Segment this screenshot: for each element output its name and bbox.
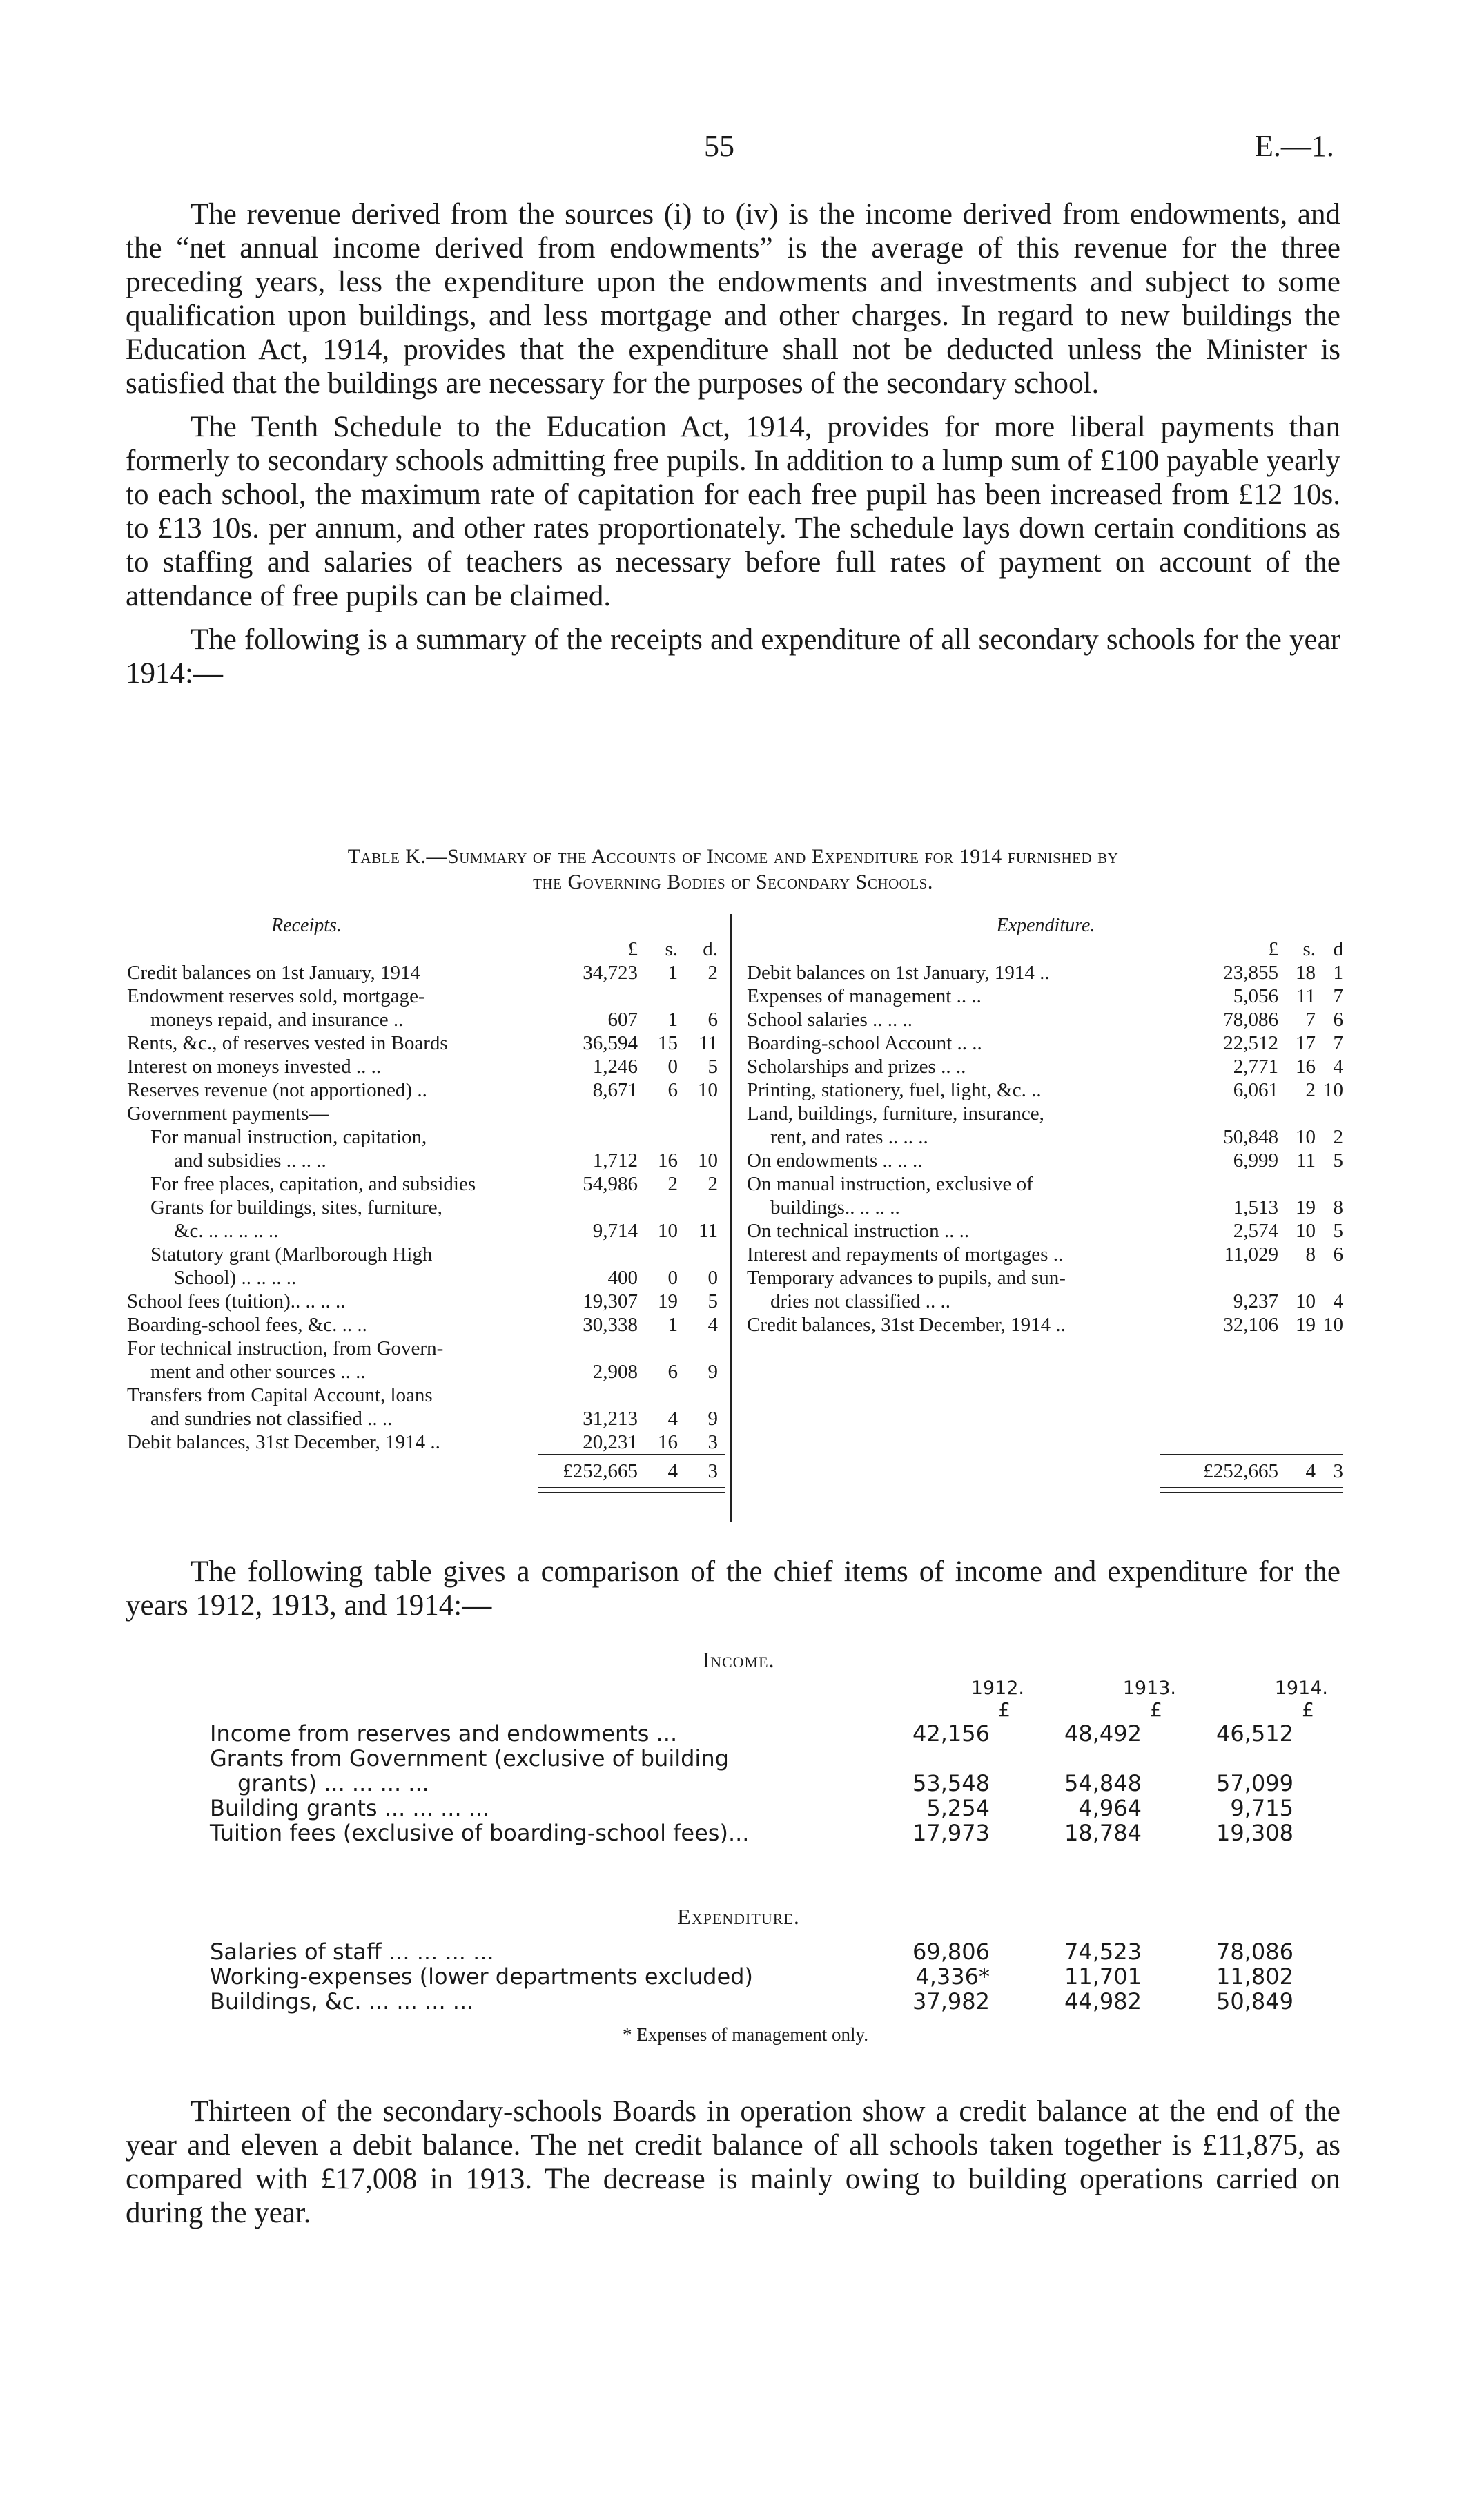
income-row: [210, 1795, 1293, 1821]
expenditure-row: [747, 1172, 1345, 1196]
expenditure-column: [747, 914, 1345, 1337]
receipt-pounds: 2,908: [592, 1361, 638, 1383]
receipts-heading: Receipts.: [271, 915, 342, 936]
receipt-label: For manual instruction, capitation,: [150, 1126, 427, 1148]
receipts-double-rule-1: [538, 1487, 725, 1488]
expenditure-heading: Expenditure.: [996, 915, 1095, 936]
expenditure-label: buildings.. .. .. ..: [770, 1196, 900, 1219]
receipts-rows: [127, 961, 725, 1454]
paragraph-credit-balance: Thirteen of the secondary-schools Boards in operation show a credit balance at the end of the year and eleven a debit balance. The net credit balance of all schools taken together is £11,875, as compared with £17,008 in 1913. The decrease is mainly owing to building operations carried on during the year.: [126, 2095, 1340, 2229]
receipt-label: Transfers from Capital Account, loans: [127, 1384, 433, 1406]
comparison-intro: [126, 1555, 1340, 1622]
expenditure-pence: 10: [1323, 1079, 1343, 1101]
receipt-label: Grants for buildings, sites, furniture,: [150, 1196, 442, 1219]
expenditure-pence: 7: [1333, 985, 1343, 1007]
receipt-pounds: 8,671: [592, 1079, 638, 1101]
expenditure-label: Land, buildings, furniture, insurance,: [747, 1103, 1044, 1125]
expenditure-row: [747, 1125, 1345, 1149]
expenditure-pence: 8: [1333, 1196, 1343, 1219]
income-label: Tuition fees (exclusive of boarding-school fees)...: [210, 1820, 750, 1846]
receipt-pounds: 20,231: [583, 1431, 638, 1453]
expenditure-shillings: 17: [1296, 1032, 1316, 1054]
expenditure-label: Credit balances, 31st December, 1914 ..: [747, 1314, 1066, 1336]
receipt-pounds: 9,714: [592, 1220, 638, 1242]
receipts-currency-header: [127, 938, 725, 961]
receipt-pounds: 34,723: [583, 962, 638, 984]
income-label: Income from reserves and endowments ...: [210, 1720, 678, 1747]
receipt-pence: 2: [707, 1173, 718, 1195]
receipt-shillings: 6: [667, 1361, 678, 1383]
receipt-label: and subsidies .. .. ..: [174, 1149, 326, 1172]
expenditure-pence: 10: [1323, 1314, 1343, 1336]
expenditure-shillings: 11: [1296, 985, 1316, 1007]
comparison-expenditure-row: [210, 1939, 1293, 1965]
receipt-row: [127, 1407, 725, 1430]
receipt-label: Interest on moneys invested .. ..: [127, 1056, 382, 1078]
expenditure-pence: 4: [1333, 1056, 1343, 1078]
expenditure-pence: 6: [1333, 1243, 1343, 1265]
receipt-pounds: 30,338: [583, 1314, 638, 1336]
expenditure-pence: 5: [1333, 1220, 1343, 1242]
comparison-table: [210, 1678, 1328, 1846]
receipt-row: [127, 1384, 725, 1407]
expenditure-shillings: 10: [1296, 1126, 1316, 1148]
year-1914: 1914.: [1274, 1678, 1328, 1699]
receipt-label: Credit balances on 1st January, 1914: [127, 962, 420, 984]
comparison-expenditure-value: 69,806: [912, 1939, 990, 1965]
paragraph-tenth-schedule: The Tenth Schedule to the Education Act, 1914, provides for more liberal payments than formerly to secondary schools admitting free pupils. In addition to a lump sum of £100 payable yearly to each school, the maximum rate of capitation for each free pupil has been increased from £12 10s. to £13 10s. per annum, and other rates proportionately. The schedule lays down certain conditions as to staffing and salaries of teachers as necessary before full rates of payment on account of the attendance of free pupils can be claimed.: [126, 411, 1340, 612]
receipts-double-rule-2: [538, 1492, 725, 1493]
receipts-total-pence: 3: [707, 1460, 718, 1482]
paragraph-revenue: The revenue derived from the sources (i) to (iv) is the income derived from endowments, and the “net annual income derived from endowments” is the average of this revenue for the three preceding years, less the expenditure upon the endowments and investments and subject to some qualification upon buildings, and less mortgage and other charges. In regard to new buildings the Education Act, 1914, provides that the expenditure shall not be deducted unless the Minister is satisfied that the buildings are necessary for the purposes of the secondary school.: [126, 198, 1340, 400]
expenditure-pence: 6: [1333, 1009, 1343, 1031]
expenditure-row: [747, 984, 1345, 1008]
receipts-total: [127, 1459, 725, 1483]
expenditure-pounds: 22,512: [1223, 1032, 1278, 1054]
receipt-shillings: 16: [658, 1149, 678, 1172]
expenditure-label: School salaries .. .. ..: [747, 1009, 913, 1031]
expenditure-shillings: 7: [1305, 1009, 1316, 1031]
receipt-row: [127, 1360, 725, 1384]
receipt-pence: 3: [707, 1431, 718, 1453]
expenditure-label: Temporary advances to pupils, and sun-: [747, 1267, 1066, 1289]
receipt-row: [127, 1125, 725, 1149]
expenditure-pence: 4: [1333, 1290, 1343, 1312]
expenditure-currency-header: [747, 938, 1345, 961]
comparison-expenditure-row: [210, 1963, 1293, 1990]
comparison-expenditure-value: 11,802: [1216, 1963, 1293, 1990]
receipt-pence: 10: [698, 1079, 718, 1101]
pound-header: £: [627, 938, 638, 960]
shillings-header: s.: [1302, 938, 1316, 960]
receipt-label: Statutory grant (Marlborough High: [150, 1243, 433, 1265]
receipt-pence: 9: [707, 1408, 718, 1430]
receipt-pence: 4: [707, 1314, 718, 1336]
receipt-row: [127, 1290, 725, 1313]
receipt-pence: 0: [707, 1267, 718, 1289]
receipt-row: [127, 984, 725, 1008]
receipts-column: [127, 914, 725, 1454]
unit-1914: £: [1302, 1698, 1314, 1721]
expenditure-shillings: 2: [1305, 1079, 1316, 1101]
income-row: [210, 1770, 1293, 1796]
expenditure-shillings: 10: [1296, 1220, 1316, 1242]
expenditure-shillings: 8: [1305, 1243, 1316, 1265]
pence-header: d: [1333, 938, 1343, 960]
expenditure-pounds: 23,855: [1223, 962, 1278, 984]
receipt-row: [127, 1031, 725, 1055]
expenditure-pounds: 6,061: [1233, 1079, 1278, 1101]
receipt-label: Debit balances, 31st December, 1914 ..: [127, 1431, 440, 1453]
unit-1913: £: [1150, 1698, 1162, 1721]
income-value: 46,512: [1216, 1720, 1293, 1747]
receipt-row: [127, 1313, 725, 1337]
receipt-row: [127, 1078, 725, 1102]
expenditure-label: Boarding-school Account .. ..: [747, 1032, 982, 1054]
table-k-title-line1: Table K.—Summary of the Accounts of Income and Expenditure for 1914 furnished by: [347, 845, 1119, 868]
expenditure-row: [747, 1266, 1345, 1290]
year-1913: 1913.: [1122, 1678, 1176, 1699]
comparison-expenditure-value: 74,523: [1064, 1939, 1142, 1965]
receipt-label: Government payments—: [127, 1103, 329, 1125]
receipt-label: ment and other sources .. ..: [150, 1361, 366, 1383]
receipt-pounds: 54,986: [583, 1173, 638, 1195]
receipt-shillings: 6: [667, 1079, 678, 1101]
expenditure-double-rule-2: [1160, 1492, 1343, 1493]
comparison-expenditure-value: 11,701: [1064, 1963, 1142, 1990]
expenditure-total: [747, 1459, 1345, 1483]
receipt-label: School) .. .. .. ..: [174, 1267, 297, 1289]
expenditure-shillings: 19: [1296, 1314, 1316, 1336]
expenditure-pounds: 9,237: [1233, 1290, 1278, 1312]
comparison-expenditure-rows: [210, 1939, 1293, 2015]
pound-header: £: [1268, 938, 1278, 960]
expenditure-total-rule: [1160, 1454, 1343, 1455]
expenditure-pounds: 2,574: [1233, 1220, 1278, 1242]
expenditure-total-pounds: £252,665: [1203, 1460, 1278, 1482]
pence-header: d.: [703, 938, 718, 960]
receipt-pounds: 400: [607, 1267, 638, 1289]
receipt-pounds: 607: [607, 1009, 638, 1031]
receipt-shillings: 10: [658, 1220, 678, 1242]
expenditure-shillings: 10: [1296, 1290, 1316, 1312]
receipt-pounds: 1,246: [592, 1056, 638, 1078]
comparison-expenditure-table: [210, 1939, 1293, 2015]
receipt-pence: 10: [698, 1149, 718, 1172]
expenditure-section-heading: Expenditure.: [677, 1904, 800, 1929]
column-divider: [730, 914, 732, 1522]
expenditure-label: On manual instruction, exclusive of: [747, 1173, 1033, 1195]
year-header-row: [210, 1678, 1328, 1699]
expenditure-pounds: 50,848: [1223, 1126, 1278, 1148]
closing-text: [126, 2095, 1340, 2230]
expenditure-row: [747, 1219, 1345, 1243]
expenditure-row: [747, 1102, 1345, 1125]
comparison-expenditure-value: 4,336*: [915, 1963, 990, 1990]
expenditure-label: On technical instruction .. ..: [747, 1220, 970, 1242]
comparison-expenditure-label: Working-expenses (lower departments excluded): [210, 1963, 753, 1990]
receipt-pence: 5: [707, 1056, 718, 1078]
expenditure-shillings: 19: [1296, 1196, 1316, 1219]
receipt-label: &c. .. .. .. .. ..: [174, 1220, 279, 1242]
receipt-pounds: 19,307: [583, 1290, 638, 1312]
document-reference: E.—1.: [1255, 129, 1334, 163]
expenditure-label: rent, and rates .. .. ..: [770, 1126, 928, 1148]
receipt-row: [127, 1102, 725, 1125]
receipt-pence: 2: [707, 962, 718, 984]
table-k-title: [124, 844, 1342, 895]
receipt-shillings: 19: [658, 1290, 678, 1312]
receipt-row: [127, 1266, 725, 1290]
receipt-shillings: 0: [667, 1056, 678, 1078]
expenditure-row: [747, 1196, 1345, 1219]
receipt-label: Boarding-school fees, &c. .. ..: [127, 1314, 367, 1336]
expenditure-pounds: 5,056: [1233, 985, 1278, 1007]
income-row: [210, 1745, 1259, 1770]
income-rows: [210, 1720, 1293, 1846]
page-number: 55: [704, 129, 734, 163]
expenditure-row: [747, 1008, 1345, 1031]
income-value: 53,548: [912, 1770, 990, 1796]
receipt-label: Reserves revenue (not apportioned) ..: [127, 1079, 427, 1101]
income-value: 9,715: [1230, 1795, 1293, 1821]
expenditure-label: Printing, stationery, fuel, light, &c. ..: [747, 1079, 1042, 1101]
paragraph-summary-intro: The following is a summary of the receipts and expenditure of all secondary schools for the year 1914:—: [126, 623, 1340, 690]
receipt-shillings: 1: [667, 962, 678, 984]
expenditure-pounds: 2,771: [1233, 1056, 1278, 1078]
year-1912: 1912.: [970, 1678, 1024, 1699]
income-value: 19,308: [1216, 1820, 1293, 1846]
expenditure-rows: [747, 961, 1345, 1337]
receipt-shillings: 15: [658, 1032, 678, 1054]
income-heading: Income.: [702, 1647, 775, 1672]
comparison-expenditure-value: 78,086: [1216, 1939, 1293, 1965]
expenditure-shillings: 16: [1296, 1056, 1316, 1078]
income-value: 57,099: [1216, 1770, 1293, 1796]
receipt-label: For technical instruction, from Govern-: [127, 1337, 444, 1359]
expenditure-double-rule-1: [1160, 1487, 1343, 1488]
income-value: 17,973: [912, 1820, 990, 1846]
receipt-pounds: 36,594: [583, 1032, 638, 1054]
expenditure-row: [747, 1313, 1345, 1337]
receipt-label: moneys repaid, and insurance ..: [150, 1009, 404, 1031]
income-value: 42,156: [912, 1720, 990, 1747]
expenditure-shillings: 18: [1296, 962, 1316, 984]
income-label: Building grants ... ... ... ...: [210, 1795, 490, 1821]
receipt-shillings: 4: [667, 1408, 678, 1430]
expenditure-pence: 2: [1333, 1126, 1343, 1148]
expenditure-label: Interest and repayments of mortgages ..: [747, 1243, 1064, 1265]
income-value: 48,492: [1064, 1720, 1142, 1747]
receipt-label: School fees (tuition).. .. .. ..: [127, 1290, 346, 1312]
comparison-expenditure-value: 50,849: [1216, 1988, 1293, 2015]
comparison-intro-text: The following table gives a comparison of the chief items of income and expenditure for the years 1912, 1913, and 1914:—: [126, 1555, 1340, 1622]
expenditure-row: [747, 1290, 1345, 1313]
receipt-shillings: 1: [667, 1314, 678, 1336]
receipt-row: [127, 1149, 725, 1172]
receipt-shillings: 1: [667, 1009, 678, 1031]
receipt-row: [127, 1243, 725, 1266]
receipt-row: [127, 1055, 725, 1078]
receipt-pence: 5: [707, 1290, 718, 1312]
expenditure-row: [747, 1078, 1345, 1102]
receipt-label: For free places, capitation, and subsidies: [150, 1173, 476, 1195]
expenditure-total-shillings: 4: [1305, 1460, 1316, 1482]
receipt-shillings: 2: [667, 1173, 678, 1195]
expenditure-row: [747, 1149, 1345, 1172]
expenditure-total-pence: 3: [1333, 1460, 1343, 1482]
comparison-expenditure-value: 37,982: [912, 1988, 990, 2015]
receipt-pence: 9: [707, 1361, 718, 1383]
income-value: 54,848: [1064, 1770, 1142, 1796]
comparison-expenditure-row: [210, 1988, 1293, 2015]
expenditure-row: [747, 1055, 1345, 1078]
receipts-total-shillings: 4: [667, 1460, 678, 1482]
receipt-pence: 6: [707, 1009, 718, 1031]
receipt-row: [127, 1196, 725, 1219]
receipt-pence: 11: [699, 1220, 718, 1242]
expenditure-label: Debit balances on 1st January, 1914 ..: [747, 962, 1050, 984]
table-k-title-line2: the Governing Bodies of Secondary Schools.: [533, 871, 933, 893]
intro-text: [126, 197, 1340, 690]
unit-row: [210, 1698, 1314, 1721]
income-row: [210, 1720, 1293, 1747]
income-label: Grants from Government (exclusive of building: [210, 1745, 729, 1771]
income-row: [210, 1820, 1293, 1846]
expenditure-pounds: 6,999: [1233, 1149, 1278, 1172]
income-label: grants) ... ... ... ...: [237, 1770, 429, 1796]
expenditure-pounds: 78,086: [1223, 1009, 1278, 1031]
expenditure-pence: 5: [1333, 1149, 1343, 1172]
receipt-shillings: 16: [658, 1431, 678, 1453]
receipts-total-rule: [538, 1454, 725, 1455]
receipt-row: [127, 1219, 725, 1243]
receipt-row: [127, 1337, 725, 1360]
receipt-row: [127, 961, 725, 984]
expenditure-row: [747, 1243, 1345, 1266]
receipt-label: and sundries not classified .. ..: [150, 1408, 393, 1430]
receipt-shillings: 0: [667, 1267, 678, 1289]
receipts-total-pounds: £252,665: [563, 1460, 638, 1482]
expenditure-row: [747, 1031, 1345, 1055]
comparison-expenditure-label: Buildings, &c. ... ... ... ...: [210, 1988, 474, 2015]
receipt-row: [127, 1008, 725, 1031]
income-value: 4,964: [1078, 1795, 1142, 1821]
expenditure-label: On endowments .. .. ..: [747, 1149, 923, 1172]
expenditure-label: dries not classified .. ..: [770, 1290, 950, 1312]
receipt-row: [127, 1430, 725, 1454]
footnote: * Expenses of management only.: [623, 2024, 868, 2045]
expenditure-pounds: 11,029: [1224, 1243, 1278, 1265]
receipt-pence: 11: [699, 1032, 718, 1054]
unit-1912: £: [998, 1698, 1011, 1721]
shillings-header: s.: [665, 938, 678, 960]
receipt-pounds: 31,213: [583, 1408, 638, 1430]
expenditure-pounds: 32,106: [1223, 1314, 1278, 1336]
receipt-label: Endowment reserves sold, mortgage-: [127, 985, 425, 1007]
expenditure-pence: 7: [1333, 1032, 1343, 1054]
receipt-row: [127, 1172, 725, 1196]
expenditure-row: [747, 961, 1345, 984]
receipt-label: Rents, &c., of reserves vested in Boards: [127, 1032, 448, 1054]
expenditure-label: Expenses of management .. ..: [747, 985, 982, 1007]
expenditure-pounds: 1,513: [1233, 1196, 1278, 1219]
expenditure-shillings: 11: [1296, 1149, 1316, 1172]
receipt-pounds: 1,712: [592, 1149, 638, 1172]
income-value: 5,254: [926, 1795, 990, 1821]
income-value: 18,784: [1064, 1820, 1142, 1846]
comparison-expenditure-value: 44,982: [1064, 1988, 1142, 2015]
expenditure-label: Scholarships and prizes .. ..: [747, 1056, 966, 1078]
comparison-expenditure-label: Salaries of staff ... ... ... ...: [210, 1939, 494, 1965]
expenditure-pence: 1: [1333, 962, 1343, 984]
